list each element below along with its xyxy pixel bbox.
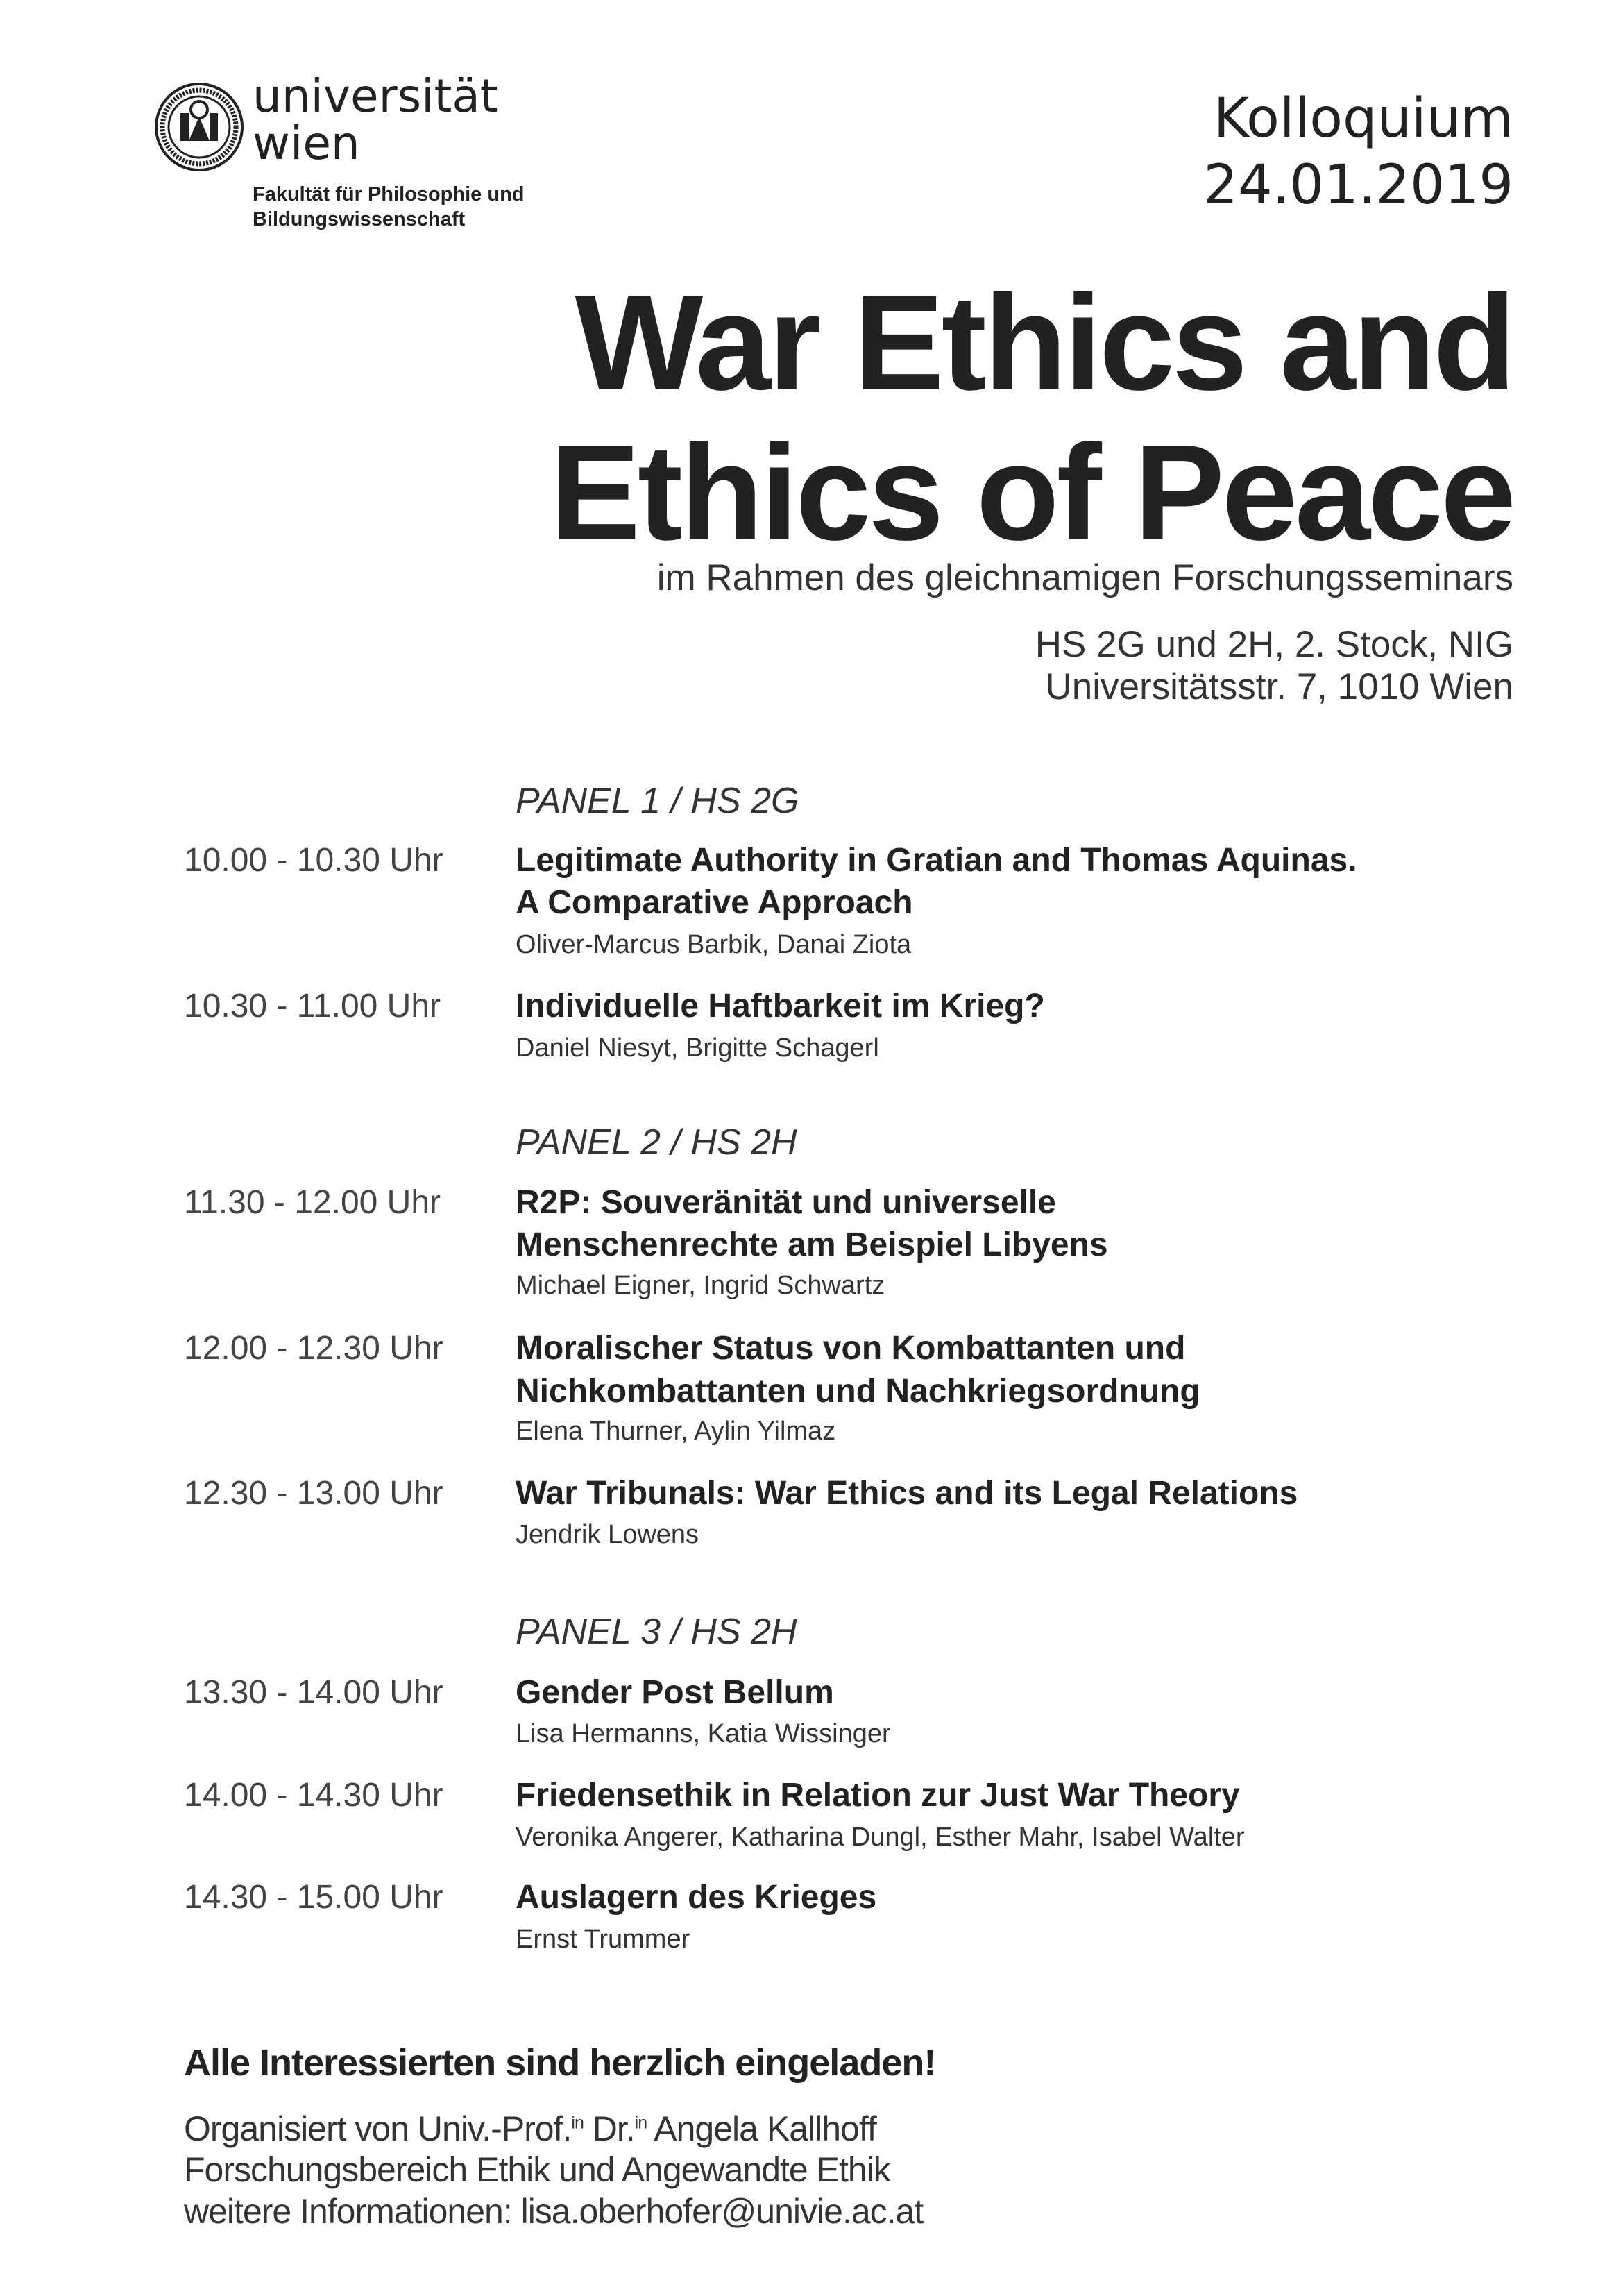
- talk-title: Auslagern des Krieges: [516, 1879, 877, 1916]
- talk-title: Menschenrechte am Beispiel Libyens: [516, 1226, 1108, 1263]
- university-wordmark-line-1: universität: [253, 69, 498, 123]
- email-link[interactable]: lisa.oberhofer@univie.ac.at: [520, 2192, 924, 2231]
- talk-time: 12.00 - 12.30 Uhr: [184, 1330, 443, 1367]
- panel-heading: PANEL 2 / HS 2H: [516, 1122, 797, 1163]
- talk-time: 13.30 - 14.00 Uhr: [184, 1674, 443, 1711]
- invitation-text: Alle Interessierten sind herzlich eingeladen!: [184, 2042, 936, 2084]
- talk-authors: Lisa Hermanns, Katia Wissinger: [516, 1719, 891, 1748]
- faculty-name: Fakultät für Philosophie und Bildungswissenschaft: [253, 183, 525, 231]
- university-wordmark-line-2: wien: [253, 117, 360, 170]
- university-seal-logo: [154, 82, 244, 172]
- location-line-1: HS 2G und 2H, 2. Stock, NIG: [1035, 624, 1513, 665]
- talk-title: Gender Post Bellum: [516, 1674, 834, 1711]
- talk-title: War Tribunals: War Ethics and its Legal Relations: [516, 1475, 1298, 1512]
- talk-title: R2P: Souveränität und universelle: [516, 1184, 1056, 1221]
- title-line-1: War Ethics and: [575, 267, 1513, 419]
- talk-time: 14.00 - 14.30 Uhr: [184, 1777, 443, 1814]
- subtitle: im Rahmen des gleichnamigen Forschungsseminars: [656, 557, 1513, 598]
- talk-authors: Daniel Niesyt, Brigitte Schagerl: [516, 1033, 879, 1063]
- event-date: 24.01.2019: [1203, 154, 1513, 217]
- talk-time: 14.30 - 15.00 Uhr: [184, 1879, 443, 1916]
- talk-title: Legitimate Authority in Gratian and Thomas Aquinas.: [516, 842, 1357, 879]
- talk-time: 10.00 - 10.30 Uhr: [184, 842, 443, 879]
- talk-authors: Michael Eigner, Ingrid Schwartz: [516, 1271, 885, 1300]
- info-line: weitere Informationen: lisa.oberhofer@univie.ac.at: [184, 2192, 924, 2231]
- title-line-2: Ethics of Peace: [550, 416, 1513, 568]
- talk-authors: Ernst Trummer: [516, 1925, 690, 1954]
- organizer-line: Organisiert von Univ.-Prof.$^{in}$ Dr.$^{in}$ Angela Kallhoff: [184, 2109, 876, 2148]
- talk-time: 12.30 - 13.00 Uhr: [184, 1475, 443, 1512]
- talk-title: Individuelle Haftbarkeit im Krieg?: [516, 988, 1045, 1024]
- talk-authors: Oliver-Marcus Barbik, Danai Ziota: [516, 930, 912, 959]
- talk-title: Moralischer Status von Kombattanten und: [516, 1330, 1186, 1367]
- talk-time: 11.30 - 12.00 Uhr: [184, 1184, 441, 1221]
- talk-title: Friedensethik in Relation zur Just War Theory: [516, 1777, 1240, 1814]
- talk-authors: Jendrik Lowens: [516, 1520, 699, 1549]
- talk-authors: Elena Thurner, Aylin Yilmaz: [516, 1417, 836, 1446]
- talk-time: 10.30 - 11.00 Uhr: [184, 988, 441, 1024]
- talk-authors: Veronika Angerer, Katharina Dungl, Esther Mahr, Isabel Walter: [516, 1823, 1245, 1852]
- location-line-2: Universitätsstr. 7, 1010 Wien: [1045, 666, 1513, 707]
- department-line: Forschungsbereich Ethik und Angewandte Ethik: [184, 2150, 890, 2189]
- panel-heading: PANEL 1 / HS 2G: [516, 781, 799, 821]
- talk-title: A Comparative Approach: [516, 884, 913, 921]
- talk-title: Nichkombattanten und Nachkriegsordnung: [516, 1373, 1200, 1410]
- event-kind: Kolloquium: [1213, 87, 1513, 150]
- panel-heading: PANEL 3 / HS 2H: [516, 1612, 797, 1652]
